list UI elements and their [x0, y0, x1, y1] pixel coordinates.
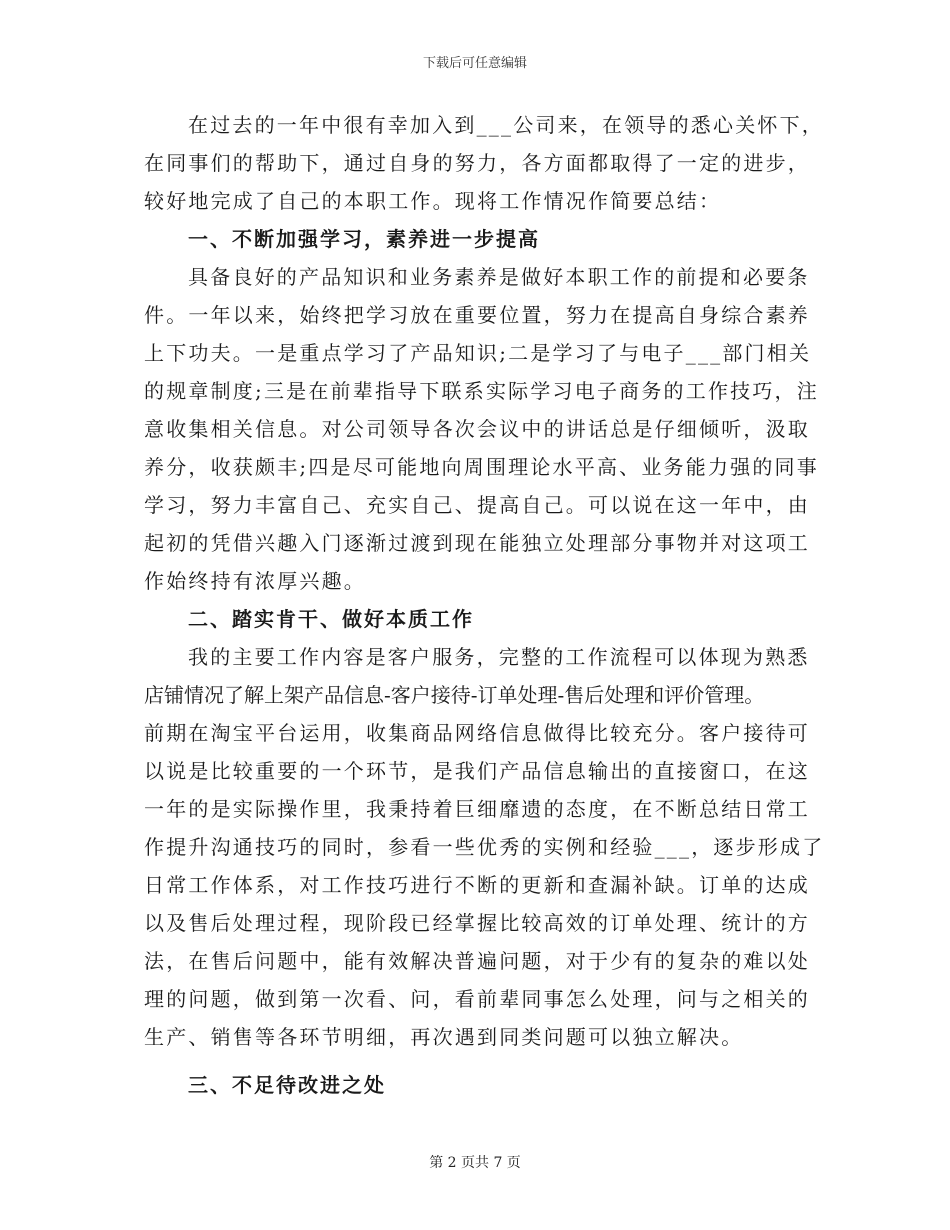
- section2-line: 前期在淘宝平台运用，收集商品网络信息做得比较充分。客户接待可: [144, 721, 810, 745]
- section2-line: 以及售后处理过程，现阶段已经掌握比较高效的订单处理、统计的方: [144, 911, 810, 935]
- section1-line: 起初的凭借兴趣入门逐渐过渡到现在能独立处理部分事物并对这项工: [144, 531, 810, 555]
- intro-line: 较好地完成了自己的本职工作。现将工作情况作简要总结：: [144, 189, 722, 213]
- section1-line: 件。一年以来，始终把学习放在重要位置，努力在提高自身综合素养: [144, 303, 810, 327]
- section1-line: 作始终持有浓厚兴趣。: [144, 569, 366, 593]
- section1-line: 学习，努力丰富自己、充实自己、提高自己。可以说在这一年中，由: [144, 493, 810, 517]
- section-heading-2: 二、踏实肯干、做好本质工作: [188, 607, 474, 631]
- page-header: 下载后可任意编辑: [422, 56, 527, 71]
- section2-line: 生产、销售等各环节明细，再次遇到同类问题可以独立解决。: [144, 1025, 744, 1049]
- intro-line: 在过去的一年中很有幸加入到___公司来，在领导的悉心关怀下，: [188, 113, 824, 137]
- section2-line: 以说是比较重要的一个环节，是我们产品信息输出的直接窗口，在这: [144, 759, 810, 783]
- section2-line: 理的问题，做到第一次看、问，看前辈同事怎么处理，问与之相关的: [144, 987, 810, 1011]
- section2-line: 店铺情况了解上架产品信息-客户接待-订单处理-售后处理和评价管理。: [144, 683, 765, 707]
- section2-line: 法，在售后问题中，能有效解决普遍问题，对于少有的复杂的难以处: [144, 949, 810, 973]
- intro-line: 在同事们的帮助下，通过自身的努力，各方面都取得了一定的进步，: [144, 151, 810, 175]
- section1-line: 上下功夫。一是重点学习了产品知识;二是学习了与电子___部门相关: [144, 341, 812, 365]
- section1-line: 具备良好的产品知识和业务素养是做好本职工作的前提和必要条: [188, 265, 810, 289]
- section-heading-3: 三、不足待改进之处: [188, 1073, 386, 1097]
- section2-line: 作提升沟通技巧的同时，参看一些优秀的实例和经验___，逐步形成了: [144, 835, 825, 859]
- document-body: [144, 106, 825, 1104]
- section1-line: 的规章制度;三是在前辈指导下联系实际学习电子商务的工作技巧，注: [144, 379, 819, 403]
- section2-line: 我的主要工作内容是客户服务，完整的工作流程可以体现为熟悉: [188, 645, 810, 669]
- section1-line: 意收集相关信息。对公司领导各次会议中的讲话总是仔细倾听，汲取: [144, 417, 810, 441]
- section2-line: 日常工作体系，对工作技巧进行不断的更新和查漏补缺。订单的达成: [144, 873, 810, 897]
- section2-line: 一年的是实际操作里，我秉持着巨细靡遗的态度，在不断总结日常工: [144, 797, 810, 821]
- section1-line: 养分，收获颇丰;四是尽可能地向周围理论水平高、业务能力强的同事: [144, 455, 819, 479]
- section-heading-1: 一、不断加强学习，素养进一步提高: [188, 227, 540, 251]
- page-footer: 第 2 页共 7 页: [429, 1155, 521, 1171]
